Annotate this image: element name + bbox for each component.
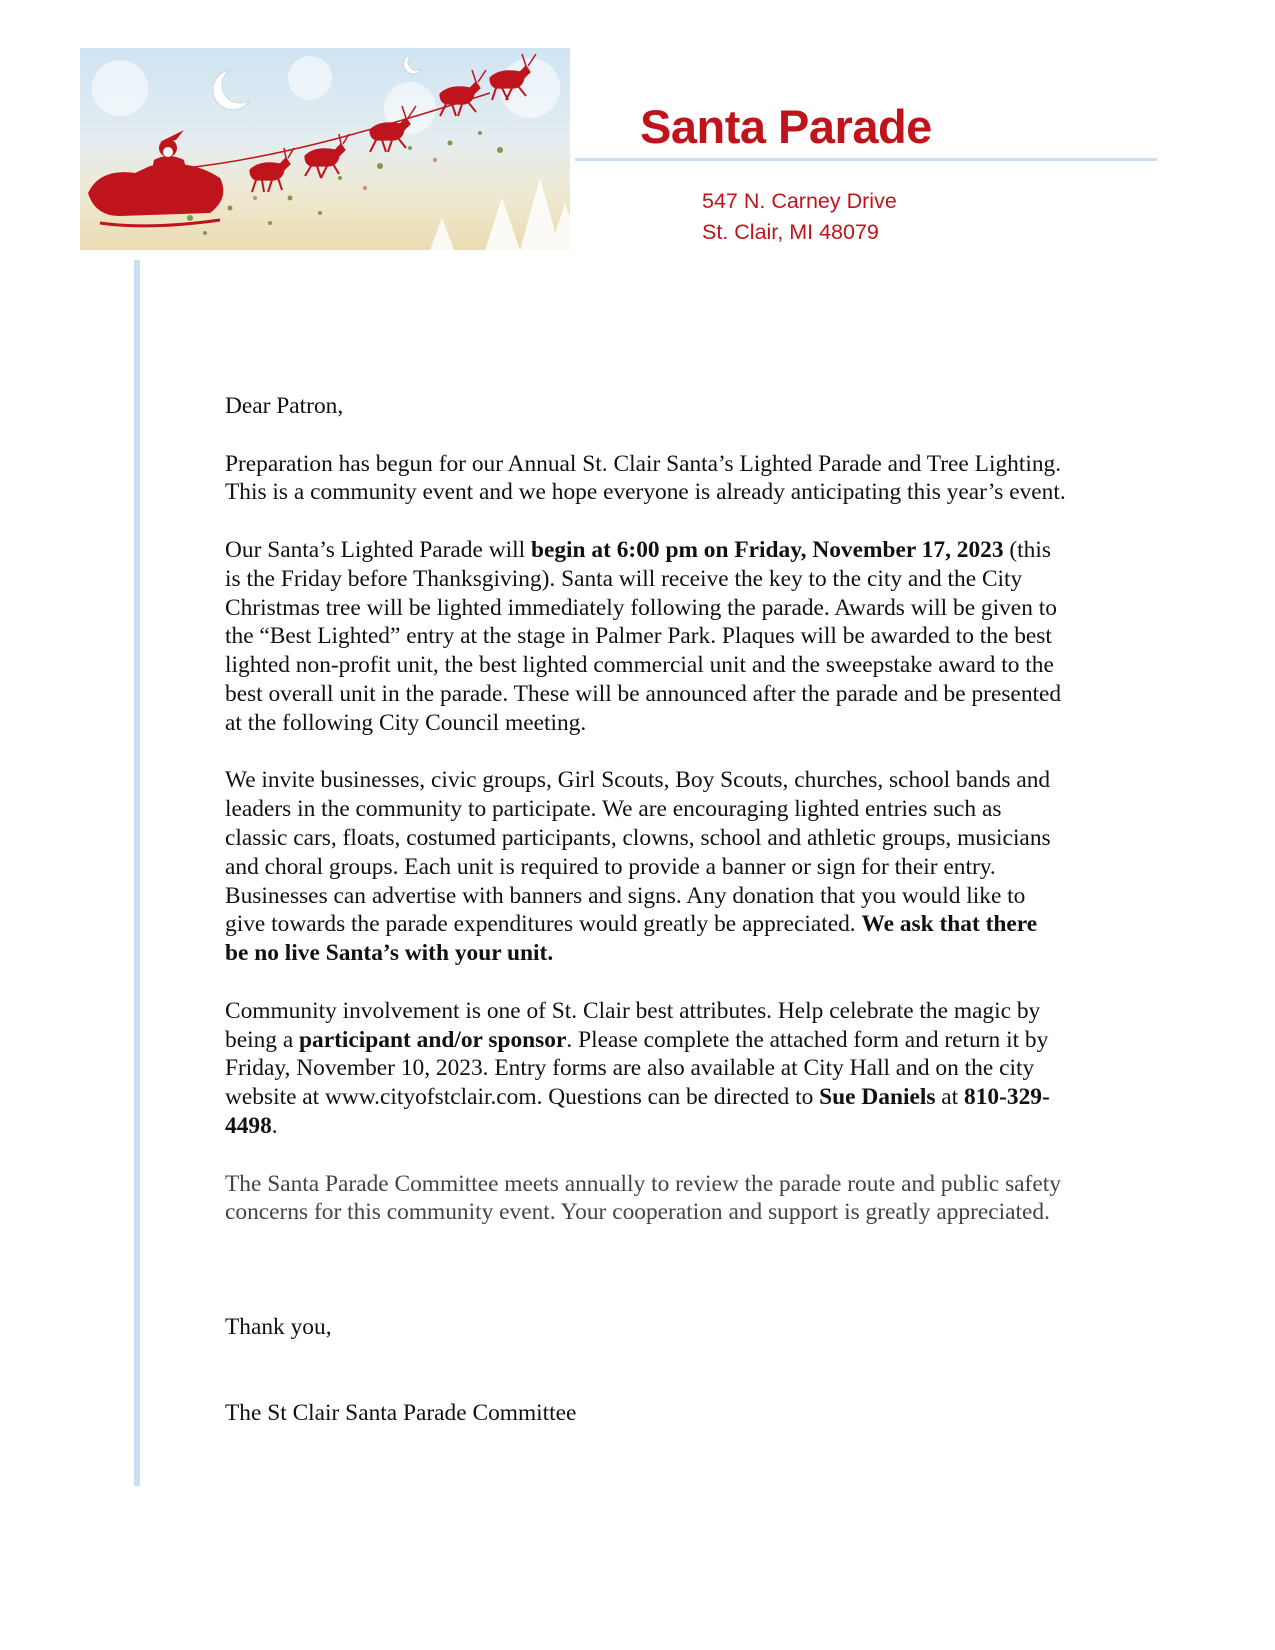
parade-start-time: begin at 6:00 pm on Friday, November 17, 2023 — [530, 536, 1004, 563]
text-line: This is a community event and we hope everyone is already anticipating this year’s event. — [225, 479, 1066, 506]
text-line — [225, 536, 1155, 565]
no-live-santa-notice: We ask that there — [861, 911, 1038, 938]
closing: Thank you, — [225, 1313, 332, 1340]
spacer — [225, 1256, 1155, 1313]
text-line — [225, 939, 1155, 968]
text-run: at — [935, 1084, 965, 1111]
text-line: best overall unit in the parade. These will be announced after the parade and be presented — [225, 680, 1062, 707]
text-line: We invite businesses, civic groups, Girl Scouts, Boy Scouts, churches, school bands and — [225, 767, 1051, 794]
text-line: lighted non-profit unit, the best lighted commercial unit and the sweepstake award to the — [225, 652, 1054, 679]
text-line: is the Friday before Thanksgiving). Santa will receive the key to the city and the City — [225, 565, 1023, 592]
text-line: the “Best Lighted” entry at the stage in Palmer Park. Plaques will be awarded to the best — [225, 623, 1052, 650]
page-title: Santa Parade — [640, 100, 932, 153]
letter-body — [225, 392, 1155, 1456]
text-line: Friday, November 10, 2023. Entry forms are also available at City Hall and on the city — [225, 1055, 1035, 1082]
parade-details-paragraph — [225, 536, 1155, 738]
signature: The St Clair Santa Parade Committee — [225, 1399, 577, 1426]
text-line: Christmas tree will be lighted immediately following the parade. Awards will be given to — [225, 594, 1057, 621]
address-city: St. Clair, MI 48079 — [702, 220, 879, 244]
text-run: being a — [225, 1026, 300, 1053]
text-line — [225, 1026, 1155, 1055]
text-line: Community involvement is one of St. Clair best attributes. Help celebrate the magic by — [225, 997, 1041, 1024]
contact-phone: 4498 — [225, 1112, 272, 1139]
text-line — [225, 1112, 1155, 1141]
invitation-paragraph — [225, 766, 1155, 968]
address-street: 547 N. Carney Drive — [702, 189, 897, 213]
text-line — [225, 910, 1155, 939]
committee-paragraph — [225, 1170, 1155, 1228]
text-line: classic cars, floats, costumed participants, clowns, school and athletic groups, musicians — [225, 824, 1051, 851]
text-line: Businesses can advertise with banners and signs. Any donation that you would like to — [225, 882, 1026, 909]
no-live-santa-notice: be no live Santa’s with your unit. — [225, 940, 554, 967]
text-run: . — [271, 1112, 278, 1139]
text-run: (this — [1003, 536, 1051, 563]
contact-name: Sue Daniels — [819, 1084, 936, 1111]
text-line: leaders in the community to participate. We are encouraging lighted entries such as — [225, 796, 1002, 823]
left-margin-rule — [134, 260, 140, 1486]
text-line: Preparation has begun for our Annual St. Clair Santa’s Lighted Parade and Tree Lighting. — [225, 450, 1062, 477]
title-divider — [575, 158, 1157, 161]
salutation: Dear Patron, — [225, 393, 344, 419]
participant-sponsor: participant and/or sponsor — [299, 1026, 567, 1053]
intro-paragraph — [225, 450, 1155, 508]
text-line: at the following City Council meeting. — [225, 709, 587, 736]
text-line: and choral groups. Each unit is required to provide a banner or sign for their entry. — [225, 853, 996, 880]
text-run: give towards the parade expenditures would greatly be appreciated. — [225, 911, 862, 938]
text-run: Our Santa’s Lighted Parade will — [225, 536, 531, 563]
text-run: website at www.cityofstclair.com. Questions can be directed to — [225, 1084, 820, 1111]
address-block — [702, 186, 897, 248]
text-line: concerns for this community event. Your cooperation and support is greatly appreciated. — [225, 1199, 1050, 1226]
santa-sleigh-banner — [80, 48, 570, 250]
text-line: The Santa Parade Committee meets annually to review the parade route and public safety — [225, 1170, 1061, 1197]
text-run: . Please complete the attached form and return it by — [566, 1026, 1049, 1053]
involvement-paragraph — [225, 997, 1155, 1141]
text-line — [225, 1083, 1155, 1112]
contact-phone: 810-329- — [964, 1084, 1050, 1111]
